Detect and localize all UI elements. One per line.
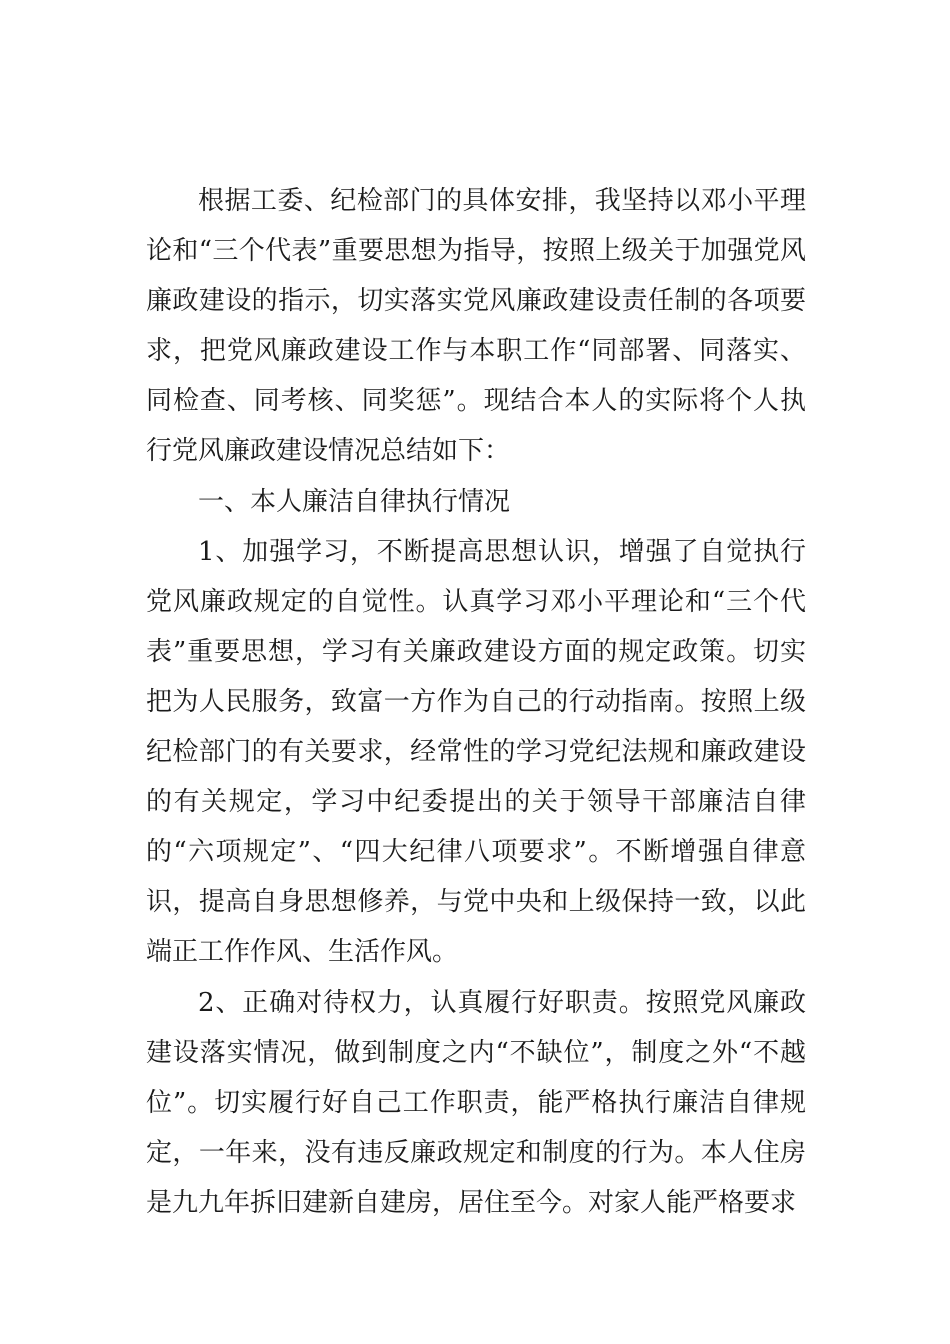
item-1-paragraph: 1、加强学习，不断提高思想认识，增强了自觉执行党风廉政规定的自觉性。认真学习邓小平理论和“三个代表”重要思想，学习有关廉政建设方面的规定政策。切实把为人民服务，致富一方作为自己的行动指南。按照上级纪检部门的有关要求，经常性的学习党纪法规和廉政建设的有关规定，学习中纪委提出的关于领导干部廉洁自律的“六项规定”、“四大纪律八项要求”。不断增强自律意识，提高自身思想修养，与党中央和上级保持一致，以此端正工作作风、生活作风。 bbox=[146, 536, 806, 968]
item-2-paragraph: 2、正确对待权力，认真履行好职责。按照党风廉政建设落实情况，做到制度之内“不缺位”，制度之外“不越位”。切实履行好自己工作职责，能严格执行廉洁自律规定，一年来，没有违反廉政规定和制度的行为。本人住房是九九年拆旧建新自建房，居住至今。对家人能严格要求 bbox=[146, 987, 806, 1218]
intro-paragraph: 根据工委、纪检部门的具体安排，我坚持以邓小平理论和“三个代表”重要思想为指导，按照上级关于加强党风廉政建设的指示，切实落实党风廉政建设责任制的各项要求，把党风廉政建设工作与本职工作“同部署、同落实、同检查、同考核、同奖惩”。现结合本人的实际将个人执行党风廉政建设情况总结如下： bbox=[146, 186, 806, 467]
section-heading: 一、本人廉洁自律执行情况 bbox=[198, 486, 511, 517]
document-body bbox=[146, 176, 806, 1228]
